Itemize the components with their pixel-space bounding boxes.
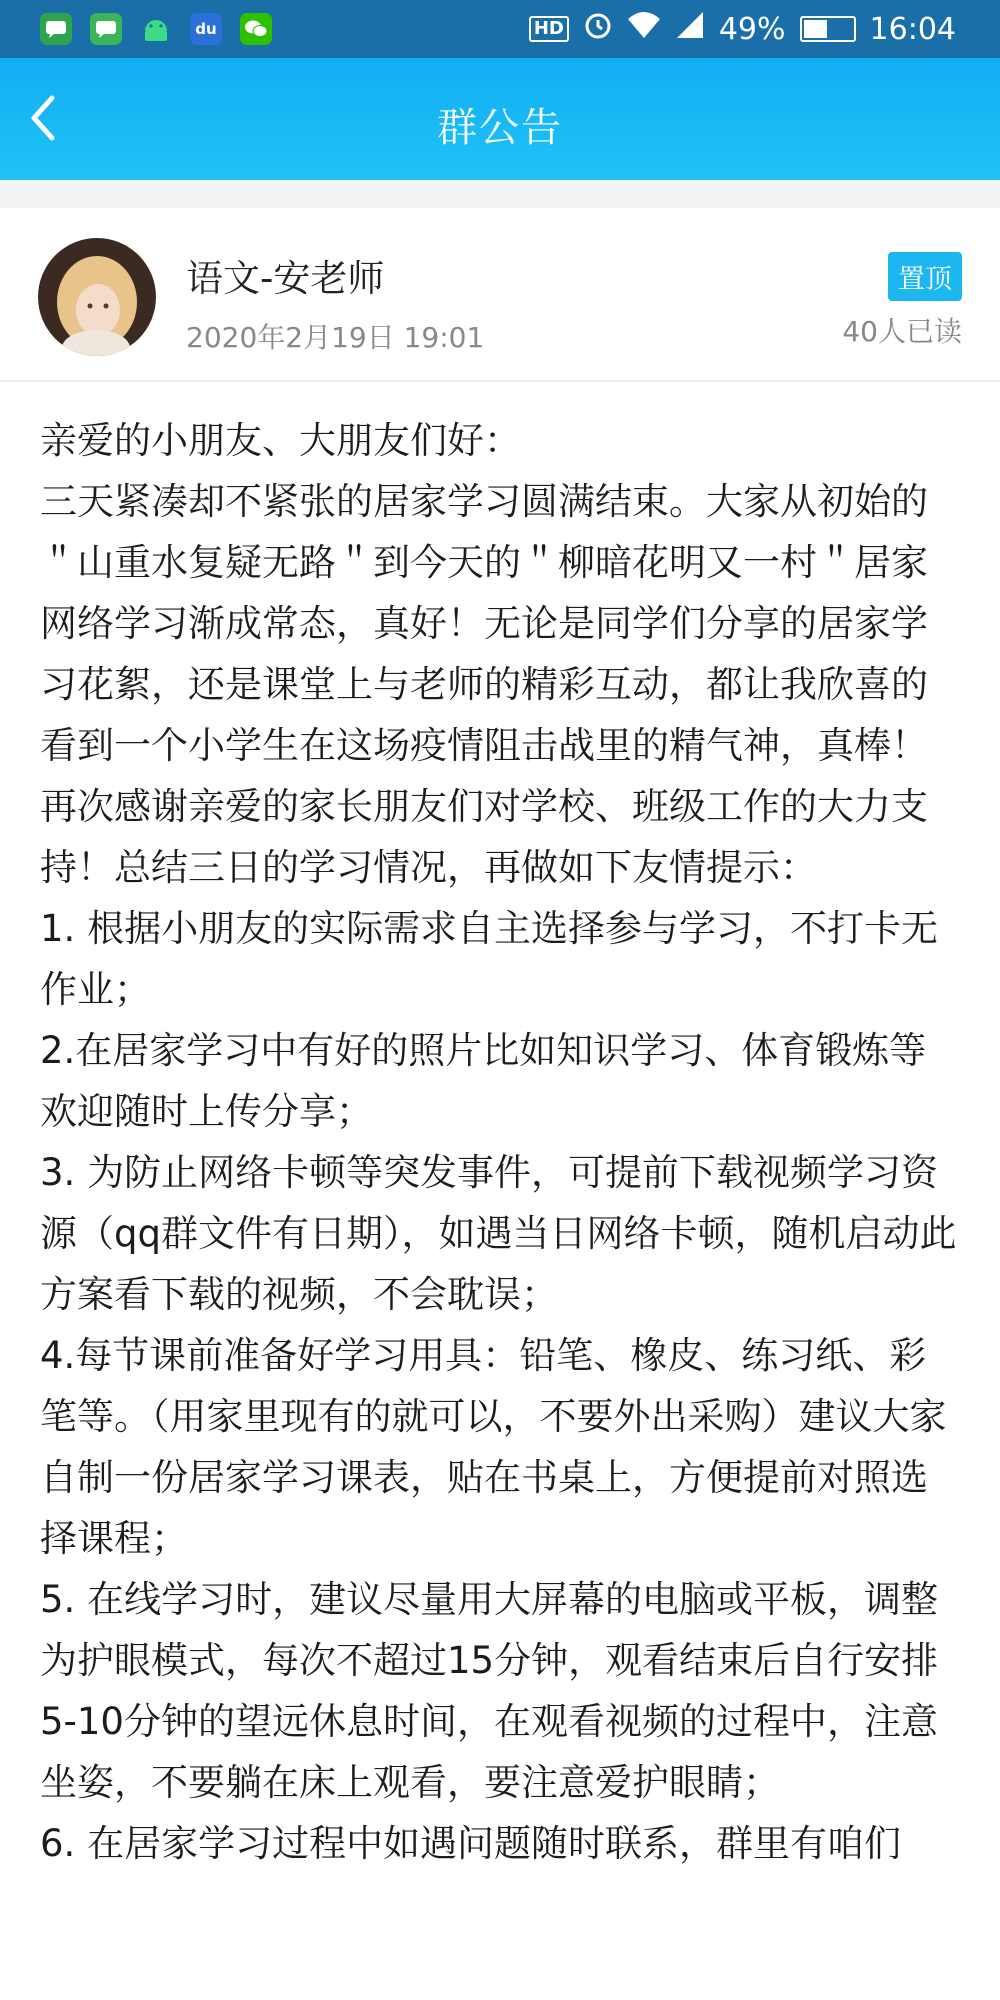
announcement-body [40,410,960,1874]
paragraph: 三天紧凑却不紧张的居家学习圆满结束。大家从初始的＂山重水复疑无路＂到今天的＂柳暗花明又一村＂居家网络学习渐成常态，真好！无论是同学们分享的居家学习花絮，还是课堂上与老师的精彩互动，都让我欣喜的看到一个小学生在这场疫情阻击战里的精气神，真棒！ [40,480,928,767]
messages-app-icon [40,13,72,45]
signal-icon [675,11,705,47]
title-bar [0,58,1000,180]
avatar[interactable] [38,238,156,356]
post-header [0,208,1000,382]
android-app-icon [140,13,172,45]
paragraph: 亲爱的小朋友、大朋友们好： [40,419,521,462]
paragraph: 再次感谢亲爱的家长朋友们对学校、班级工作的大力支持！总结三日的学习情况，再做如下友情提示： [40,785,928,889]
paragraph: 5. 在线学习时，建议尽量用大屏幕的电脑或平板，调整为护眼模式，每次不超过15分钟，观看结束后自行安排5-10分钟的望远休息时间，在观看视频的过程中，注意坐姿，不要躺在床上观看，要注意爱护眼睛； [40,1578,939,1804]
battery-percent: 49% [718,11,786,47]
clock: 16:04 [869,11,956,47]
battery-icon [800,16,856,42]
author-name[interactable]: 语文-安老师 [186,257,385,300]
paragraph: 3. 为防止网络卡顿等突发事件，可提前下载视频学习资源（qq群文件有日期），如遇当日网络卡顿，随机启动此方案看下载的视频，不会耽误； [40,1151,957,1316]
paragraph: 4.每节课前准备好学习用具：铅笔、橡皮、练习纸、彩笔等。（用家里现有的就可以，不要外出采购）建议大家自制一份居家学习课表，贴在书桌上，方便提前对照选择课程； [40,1334,947,1560]
paragraph: 6. 在居家学习过程中如遇问题随时联系，群里有咱们 [40,1822,902,1865]
post-date: 2020年2月19日 19:01 [186,321,485,354]
hd-badge: HD [529,16,569,42]
page-title: 群公告 [437,105,563,151]
divider [0,180,1000,208]
paragraph: 2.在居家学习中有好的照片比如知识学习、体育锻炼等欢迎随时上传分享； [40,1029,927,1133]
baidu-app-icon: du [190,13,222,45]
notification-icons [40,13,272,45]
wifi-icon [627,11,661,47]
messages2-app-icon [90,13,122,45]
pinned-badge: 置顶 [888,252,962,301]
alarm-icon [583,10,613,48]
wechat-app-icon [240,13,272,45]
status-bar [0,0,1000,58]
paragraph: 1. 根据小朋友的实际需求自主选择参与学习，不打卡无作业； [40,907,939,1011]
read-count[interactable]: 40人已读 [842,315,962,348]
